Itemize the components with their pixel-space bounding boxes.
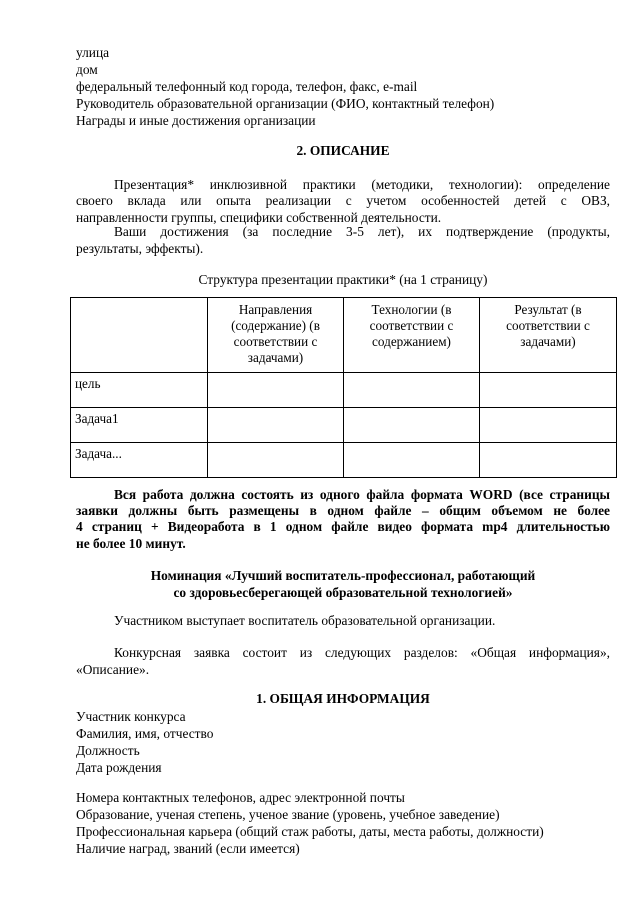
table-header-result: Результат (в соответствии с задачами) <box>480 298 617 373</box>
field-awards-personal: Наличие наград, званий (если имеется) <box>76 841 300 856</box>
table-row <box>71 373 617 408</box>
table-cell <box>344 443 480 478</box>
structure-table <box>70 297 617 478</box>
participant-text: Участником выступает воспитатель образовательной организации. <box>114 613 496 628</box>
field-birth-date: Дата рождения <box>76 760 162 775</box>
field-career: Профессиональная карьера (общий стаж работы, даты, места работы, должности) <box>76 824 544 839</box>
field-full-name: Фамилия, имя, отчество <box>76 726 214 741</box>
section2-title: 2. ОПИСАНИЕ <box>296 143 390 158</box>
field-contacts: Номера контактных телефонов, адрес электронной почты <box>76 790 405 805</box>
table-cell <box>344 373 480 408</box>
note-line3: 4 страниц + Видеоработа в 1 одном файле видео формата mp4 длительностью <box>76 519 610 534</box>
table-cell <box>480 408 617 443</box>
note-line2: заявки должны быть размещены в одном файле – общим объемом не более <box>76 503 610 518</box>
presentation-paragraph <box>76 177 610 226</box>
nomination-title <box>76 567 610 601</box>
para2-line2: результаты, эффекты). <box>76 241 204 256</box>
note-line4: не более 10 минут. <box>76 536 186 551</box>
field-street: улица <box>76 45 110 60</box>
nomination-line1: Номинация «Лучший воспитатель-профессионал, работающий <box>150 568 536 583</box>
table-caption: Структура презентации практики* (на 1 страницу) <box>198 272 488 287</box>
field-awards: Награды и иные достижения организации <box>76 113 316 128</box>
achievements-paragraph <box>76 224 610 257</box>
participant-paragraph <box>76 612 610 629</box>
section1-title: 1. ОБЩАЯ ИНФОРМАЦИЯ <box>256 691 430 706</box>
table-header-cell <box>71 298 208 373</box>
general-info-fields <box>76 708 610 776</box>
field-participant: Участник конкурса <box>76 709 186 724</box>
note-line1: Вся работа должна состоять из одного файла формата WORD (все страницы <box>114 487 610 502</box>
table-row <box>71 408 617 443</box>
field-position: Должность <box>76 743 140 758</box>
organization-fields <box>76 44 610 129</box>
contact-info-fields <box>76 789 610 857</box>
file-requirements-note <box>76 487 610 552</box>
field-phone-code: федеральный телефонный код города, телефон, факс, e-mail <box>76 79 418 94</box>
table-header-row <box>71 298 617 373</box>
row-label-goal: цель <box>71 373 208 408</box>
para2-line1: Ваши достижения (за последние 3-5 лет), их подтверждение (продукты, <box>114 224 610 239</box>
application-paragraph <box>76 645 610 678</box>
table-header-technologies: Технологии (в соответствии с содержанием) <box>344 298 480 373</box>
table-row <box>71 443 617 478</box>
table-cell <box>344 408 480 443</box>
para1-line3: направленности группы, специфики собственной деятельности. <box>76 210 442 225</box>
field-head: Руководитель образовательной организации (ФИО, контактный телефон) <box>76 96 495 111</box>
application-line2: «Описание». <box>76 662 150 677</box>
table-cell <box>208 443 344 478</box>
application-line1: Конкурсная заявка состоит из следующих разделов: «Общая информация», <box>114 645 610 660</box>
field-education: Образование, ученая степень, ученое звание (уровень, учебное заведение) <box>76 807 500 822</box>
table-cell <box>208 408 344 443</box>
table-cell <box>480 373 617 408</box>
para1-line2: своего вклада или опыта реализации с учетом особенностей детей с ОВЗ, <box>76 193 610 208</box>
table-cell <box>480 443 617 478</box>
para1-line1: Презентация* инклюзивной практики (методики, технологии): определение <box>114 177 610 192</box>
table-cell <box>208 373 344 408</box>
nomination-line2: со здоровьесберегающей образовательной технологией» <box>173 585 513 600</box>
field-house: дом <box>76 62 98 77</box>
row-label-task1: Задача1 <box>71 408 208 443</box>
row-label-task-more: Задача... <box>71 443 208 478</box>
table-header-directions: Направления (содержание) (в соответствии с задачами) <box>208 298 344 373</box>
